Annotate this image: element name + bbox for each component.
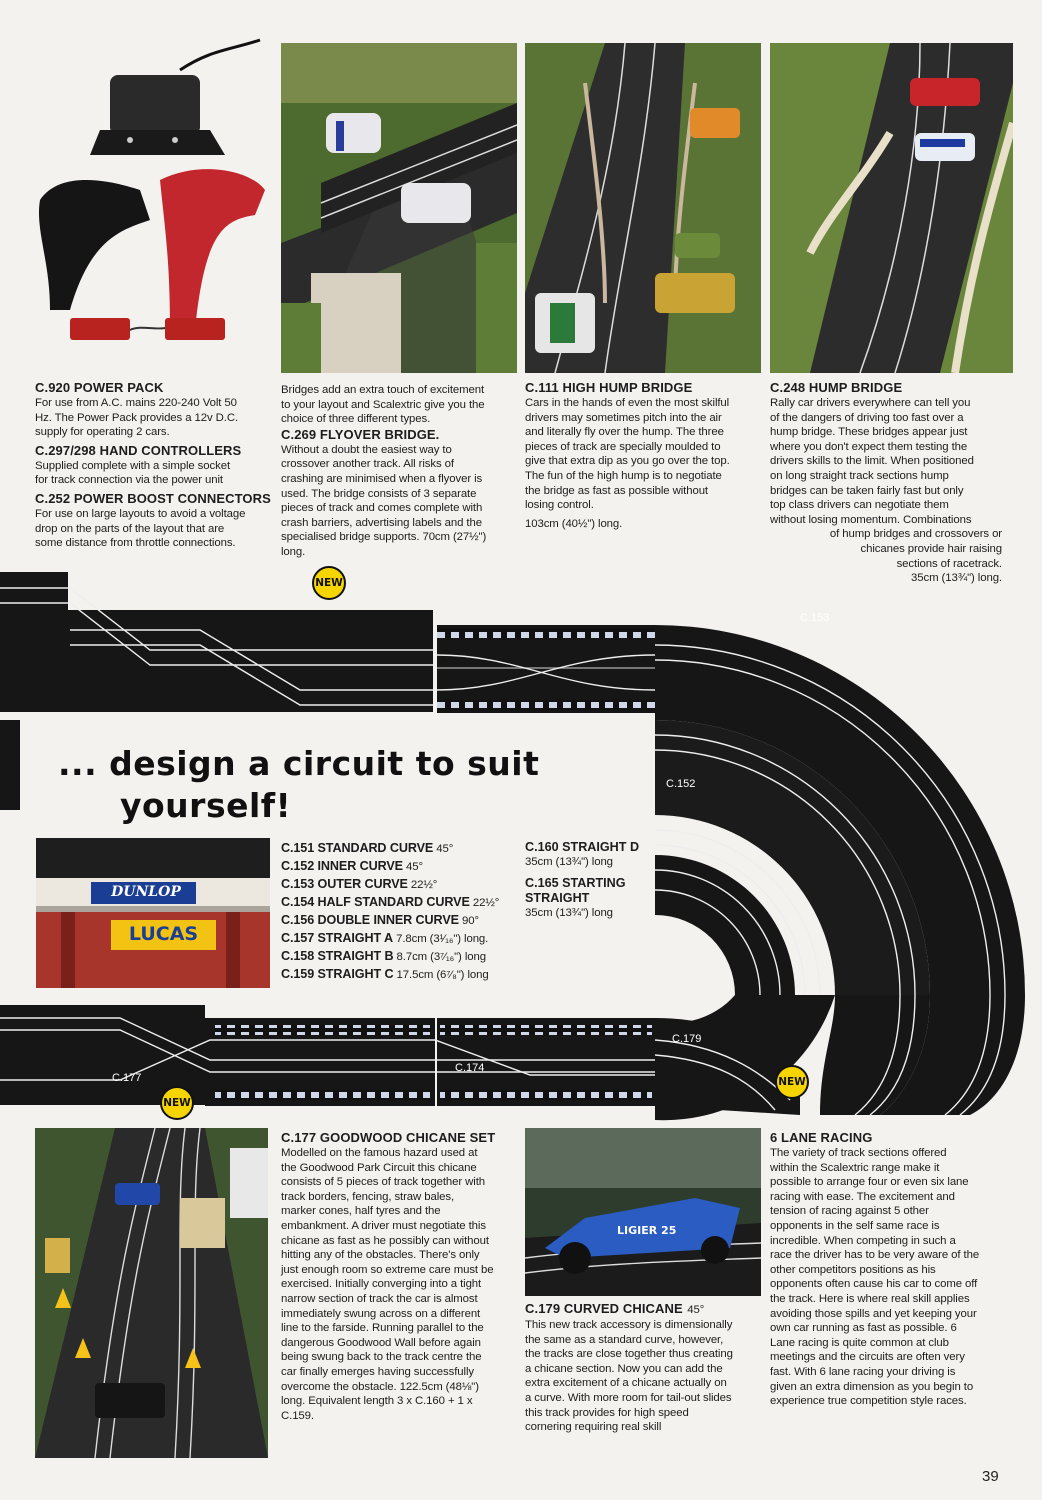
text-line: just enough room so extreme care must be (281, 1263, 494, 1276)
curved-chicane-text (525, 1300, 765, 1435)
new-badge-goodwood: NEW (160, 1086, 194, 1120)
text-line: chicanes provide hair raising (860, 542, 1002, 555)
text-line: crashing are minimised when a flyover is (281, 472, 483, 485)
curved-chicane-title: C.179 CURVED CHICANE (525, 1301, 683, 1316)
track-label-c174: C.174 (455, 1062, 485, 1074)
text-line: the tracks are close together thus creating (525, 1348, 733, 1361)
new-badge-flyover: NEW (312, 566, 346, 600)
power-boost-title: C.252 POWER BOOST CONNECTORS (35, 490, 271, 506)
text-line: long. Equivalent length 3 x C.160 + 1 x (281, 1395, 473, 1408)
text-line: where you don't expect them testing the (770, 440, 968, 453)
curve-item: C.151 STANDARD CURVE 45° (281, 841, 454, 855)
text-line: drop on the parts of the layout that are (35, 522, 225, 535)
text-line: Without a doubt the easiest way to (281, 443, 452, 456)
text-line: of hump bridges and crossovers or (829, 528, 1002, 541)
text-line: Bridges add an extra touch of excitement (281, 384, 485, 396)
text-line: the same as a standard curve, however, (525, 1333, 724, 1346)
text-line: car finally emerges having successfully (281, 1365, 474, 1378)
text-line: consists of 5 pieces of track together with (281, 1176, 485, 1189)
text-line: Lane racing is quite common at club (770, 1336, 949, 1349)
text-line: own car running as fast as possible. 6 (770, 1322, 957, 1335)
text-line: line to the farside. Running parallel to the (281, 1322, 484, 1335)
text-line: losing control. (525, 499, 594, 512)
high-hump-length: 103cm (40½") long. (525, 517, 623, 530)
hump-bridge-title: C.248 HUMP BRIDGE (770, 380, 903, 395)
track-layout-diagram (0, 520, 1042, 1140)
text-line: incredible. When competing in such a (770, 1234, 956, 1247)
text-line: long. (281, 545, 306, 558)
track-label-c152: C.152 (666, 778, 696, 790)
high-hump-text (525, 380, 765, 531)
text-line: without losing momentum. Combinations (770, 513, 972, 526)
text-line: used. The bridge consists of 3 separate (281, 487, 477, 500)
text-line: pieces of track and comes complete with (281, 502, 483, 515)
text-line: other competitors positions as his (770, 1263, 936, 1276)
goodwood-title: C.177 GOODWOOD CHICANE SET (281, 1130, 496, 1145)
text-line: chicane as fast as he possibly can without (281, 1234, 489, 1247)
curve-list (281, 840, 531, 984)
text-line: supply for operating 2 cars. (35, 426, 170, 439)
text-line: track borders, fencing, straw bales, (281, 1190, 455, 1203)
text-line: within the Scalextric range make it (770, 1161, 940, 1174)
text-line: avoiding those spills and yet keeping your (770, 1307, 977, 1320)
goodwood-chicane-photo (35, 1128, 268, 1458)
text-line: tension of racing against 5 other (770, 1205, 929, 1218)
text-line: The variety of track sections offered (770, 1147, 947, 1159)
hand-controllers-title: C.297/298 HAND CONTROLLERS (35, 442, 242, 458)
text-line: bridges can be taken fairly fast but only (770, 484, 964, 497)
text-line: being swung back to the track centre the (281, 1351, 482, 1364)
text-line: C.159. (281, 1409, 314, 1422)
text-line: fast. With 6 lane racing your driving is (770, 1365, 956, 1378)
text-line: race the driver has to be very aware of the (770, 1249, 980, 1262)
text-line: the bridge as fast as possible without (525, 484, 708, 497)
goodwood-text (281, 1130, 521, 1423)
curve-item: C.154 HALF STANDARD CURVE 22½° (281, 895, 500, 909)
starting-straight-length: 35cm (13¾") long (525, 906, 613, 919)
curve-item: C.157 STRAIGHT A 7.8cm (3¹⁄₁₆") long. (281, 931, 489, 945)
page-number: 39 (982, 1468, 999, 1485)
text-line: sections of racetrack. (896, 557, 1002, 570)
text-line: 35cm (13¾") long. (911, 572, 1002, 585)
curve-item: C.159 STRAIGHT C 17.5cm (6⁷⁄₈") long (281, 967, 489, 981)
straights-list (525, 840, 655, 920)
car-label: LIGIER 25 (617, 1224, 677, 1237)
text-line: for track connection via the power unit (35, 474, 223, 487)
text-line: overcome the obstacle. 122.5cm (48⅛") (281, 1380, 479, 1393)
text-line: hitting any of the obstacles. There's only (281, 1249, 480, 1262)
track-label-c177: C.177 (112, 1072, 142, 1084)
curve-item: C.156 DOUBLE INNER CURVE 90° (281, 913, 479, 927)
text-line: For use from A.C. mains 220-240 Volt 50 (35, 397, 237, 409)
track-label-c179: C.179 (672, 1033, 702, 1045)
text-line: possible to arrange four or even six lane (770, 1176, 969, 1189)
flyover-bridge-photo (281, 43, 517, 373)
text-line: on long straight track sections hump (770, 469, 949, 482)
text-line: of the dangers of driving too fast over a (770, 411, 964, 424)
text-line: given an extra dimension as you begin to (770, 1380, 974, 1393)
text-line: a chicane section. Now you can add the (525, 1362, 723, 1375)
power-pack-title: C.920 POWER PACK (35, 380, 164, 395)
text-line: Rally car drivers everywhere can tell you (770, 397, 971, 409)
text-line: extra excitement of a chicane actually on (525, 1377, 727, 1390)
text-line: choice of three different types. (281, 413, 431, 426)
track-label-c153: C.153 (800, 612, 830, 624)
text-line: dangerous Goodwood Wall before again (281, 1336, 481, 1349)
six-lane-title: 6 LANE RACING (770, 1130, 873, 1145)
text-line: crash barriers, advertising labels and the (281, 516, 482, 529)
text-line: meetings and the circuits are often very (770, 1351, 965, 1364)
curve-item: C.158 STRAIGHT B 8.7cm (3⁷⁄₁₆") long (281, 949, 486, 963)
dunlop-logo-text: DUNLOP (111, 884, 181, 900)
straight-d-title: C.160 STRAIGHT D (525, 840, 640, 854)
flyover-title: C.269 FLYOVER BRIDGE. (281, 426, 440, 442)
text-line: some distance from throttle connections. (35, 537, 236, 550)
text-line: narrow section of track the car is almost (281, 1292, 478, 1305)
text-line: a curve. With more room for tail-out slides (525, 1391, 732, 1404)
slogan-line-2: yourself! (120, 786, 292, 825)
text-line: racing with ease. The excitement and (770, 1190, 955, 1203)
text-line: and literally fly over the hump. The three (525, 426, 724, 439)
text-line: This new track accessory is dimensionally (525, 1319, 733, 1331)
text-line: experience true competition style races. (770, 1395, 967, 1408)
text-line: give that extra dip as you go over the top. (525, 455, 730, 468)
text-line: The fun of the high hump is to negotiate (525, 469, 722, 482)
lucas-logo-text: LUCAS (128, 923, 199, 945)
power-pack-photo (30, 30, 280, 375)
text-line: For use on large layouts to avoid a voltage (35, 507, 246, 520)
six-lane-text (770, 1130, 1010, 1409)
text-line: to your layout and Scalextric give you the (281, 398, 485, 411)
curve-item: C.153 OUTER CURVE 22½° (281, 877, 438, 891)
barrier-photo (36, 838, 270, 988)
curved-chicane-heading (525, 1300, 765, 1318)
text-line: opponents in the self same race is (770, 1219, 940, 1232)
curve-item: C.152 INNER CURVE 45° (281, 859, 423, 873)
text-line: Modelled on the famous hazard used at (281, 1147, 478, 1159)
text-line: Cars in the hands of even the most skilful (525, 397, 730, 409)
slogan-line-1: ... design a circuit to suit (58, 744, 540, 783)
text-line: immediately swung across on a different (281, 1307, 481, 1320)
starting-straight-title: C.165 STARTING (525, 875, 626, 890)
text-line: opponents often cause his car to come off (770, 1278, 978, 1291)
curved-chicane-photo (525, 1128, 761, 1296)
text-line: this track provides for high speed (525, 1406, 689, 1419)
curved-chicane-angle: 45° (687, 1304, 705, 1316)
starting-straight-title-2: STRAIGHT (525, 890, 590, 905)
text-line: cornering requiring real skill (525, 1421, 662, 1434)
text-line: marker cones, half tyres and the (281, 1205, 441, 1218)
text-line: the track. Here is where real skill applies (770, 1292, 970, 1305)
text-line: Hz. The Power Pack provides a 12v D.C. (35, 411, 239, 424)
text-line: the Goodwood Park Circuit this chicane (281, 1161, 477, 1174)
text-line: specialised bridge supports. 70cm (27½") (281, 531, 487, 544)
text-line: Supplied complete with a simple socket (35, 459, 231, 472)
text-line: hump bridge. These bridges appear just (770, 426, 968, 439)
new-badge-curved-chicane: NEW (775, 1065, 809, 1099)
text-line: crossover another track. All risks of (281, 458, 454, 471)
text-line: pieces of track are specially moulded to (525, 440, 721, 453)
text-line: drivers skills to the limit. When positioned (770, 455, 974, 468)
hump-bridge-photo (770, 43, 1013, 373)
text-line: exercised. Initially converging into a tight (281, 1278, 482, 1291)
high-hump-title: C.111 HIGH HUMP BRIDGE (525, 380, 693, 395)
text-line: embankment. A driver must negotiate this (281, 1219, 486, 1232)
high-hump-bridge-photo (525, 43, 761, 373)
straight-d-length: 35cm (13¾") long (525, 856, 613, 868)
text-line: drivers may sometimes pitch into the air (525, 411, 722, 424)
text-line: top class drivers can negotiate them (770, 499, 949, 512)
